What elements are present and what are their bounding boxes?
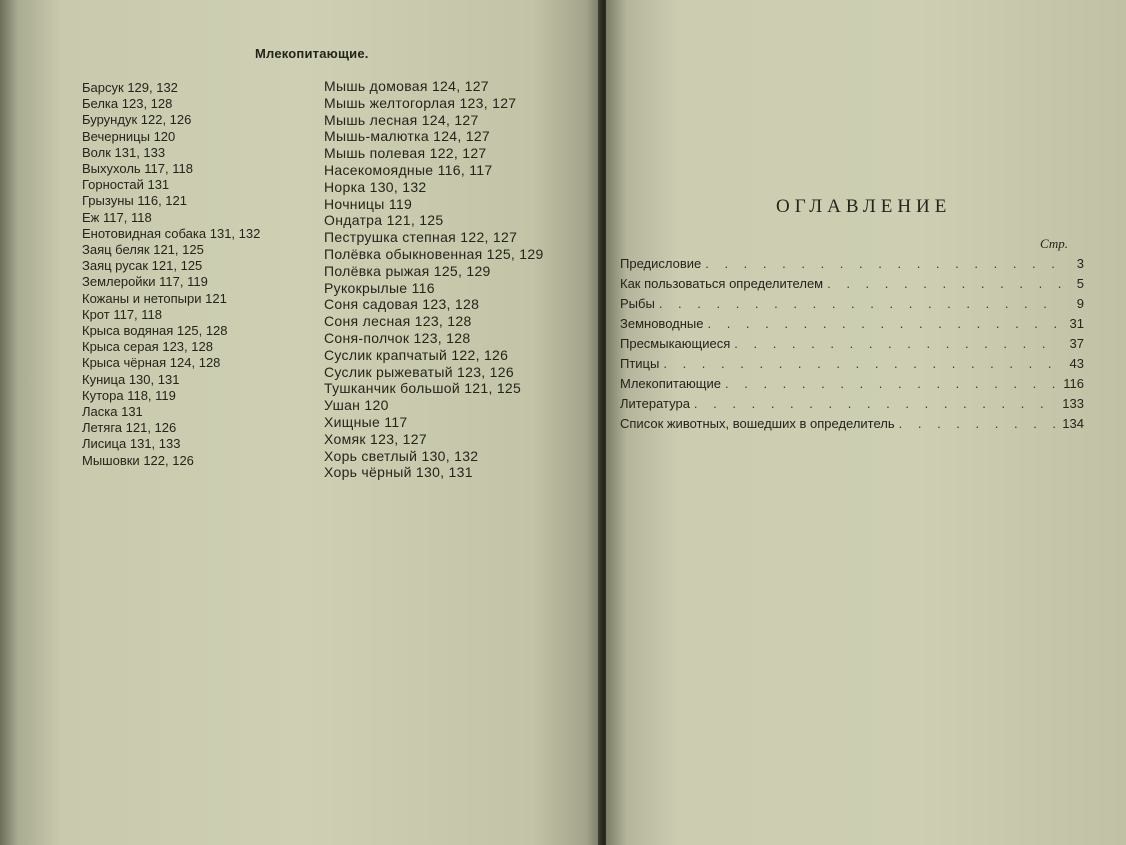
index-entry-name: Крыса серая: [82, 339, 159, 355]
index-entry-name: Кутора: [82, 387, 124, 403]
toc-entry: [620, 274, 1084, 294]
toc-entry: [620, 314, 1084, 334]
index-entry-name: Выхухоль: [82, 161, 141, 177]
index-entry: [324, 448, 544, 465]
index-entry: [82, 372, 260, 388]
index-entry-name: Полёвка обыкновенная: [324, 245, 483, 262]
index-entry-name: Енотовидная собака: [82, 225, 207, 241]
index-entry: [324, 112, 544, 129]
index-entry: [82, 339, 260, 355]
index-column-2: [324, 78, 544, 481]
toc-entry-page: 9: [1076, 296, 1084, 311]
index-entry-pages: 131, 132: [209, 225, 261, 241]
index-entry-pages: 130, 132: [369, 178, 427, 195]
index-entry-pages: 121, 126: [125, 420, 177, 436]
index-entry: [324, 364, 544, 381]
index-entry-pages: 117, 118: [103, 209, 152, 225]
toc-leader-dots: [725, 374, 1059, 394]
index-entry-name: Мышь желтогорлая: [324, 94, 456, 111]
toc-entry-label: Предисловие: [620, 256, 702, 271]
index-entry-name: Насекомоядные: [324, 161, 434, 178]
index-entry-pages: 122, 126: [451, 346, 509, 363]
index-entry: [324, 246, 544, 263]
toc-entry-page: 3: [1076, 256, 1084, 271]
index-entry-pages: 125, 129: [486, 245, 544, 262]
index-entry-name: Норка: [324, 178, 366, 195]
index-entry: [82, 420, 260, 436]
index-entry-pages: 131: [121, 404, 143, 420]
index-entry-pages: 119: [388, 195, 413, 212]
index-entry: [324, 313, 544, 330]
toc-entry-page: 5: [1076, 276, 1084, 291]
index-entry: [82, 274, 260, 290]
toc-entry: [620, 414, 1084, 434]
toc-entry-label: Литература: [620, 396, 690, 411]
toc-leader-dots: [659, 294, 1062, 314]
index-entry-pages: 122, 126: [140, 112, 192, 128]
index-entry-name: Полёвка рыжая: [324, 262, 430, 279]
index-entry: [324, 330, 544, 347]
index-entry-pages: 131, 133: [114, 144, 166, 160]
index-entry: [324, 431, 544, 448]
index-entry-pages: 130, 131: [415, 464, 473, 481]
index-entry: [324, 414, 544, 431]
toc-entry-page: 133: [1062, 396, 1084, 411]
toc-entry-label: Как пользоваться определителем: [620, 276, 824, 291]
index-entry: [82, 323, 260, 339]
index-entry-name: Ушан: [324, 397, 361, 414]
index-entry: [324, 145, 544, 162]
index-entry-name: Мышь полевая: [324, 145, 426, 162]
index-entry: [324, 128, 544, 145]
index-entry-pages: 121, 125: [386, 212, 444, 229]
toc-leader-dots: [663, 354, 1062, 374]
index-column-1: [82, 80, 260, 469]
index-entry-pages: 124, 127: [421, 111, 479, 128]
index-entry-pages: 121, 125: [153, 242, 204, 258]
toc-entry: [620, 254, 1084, 274]
index-entry-name: Грызуны: [82, 193, 134, 209]
toc-entry: [620, 334, 1084, 354]
index-entry: [324, 229, 544, 246]
index-entry-pages: 130, 132: [421, 447, 479, 464]
index-entry: [82, 193, 260, 209]
toc-leader-dots: [694, 394, 1058, 414]
toc-page-column-label: Стр.: [1040, 236, 1068, 251]
index-entry-pages: 120: [364, 397, 389, 414]
toc-entry-label: Птицы: [620, 356, 660, 371]
index-entry-pages: 117: [384, 413, 408, 430]
index-entry: [82, 161, 260, 177]
index-entry: [82, 96, 260, 112]
index-entry: [324, 397, 544, 414]
index-entry-pages: 121, 125: [464, 380, 522, 397]
toc-leader-dots: [827, 274, 1062, 294]
toc-entry-label: Рыбы: [620, 296, 655, 311]
index-entry-name: Хомяк: [324, 430, 366, 447]
index-entry-name: Заяц русак: [82, 258, 149, 274]
index-entry-pages: 124, 127: [431, 78, 489, 94]
index-entry-pages: 123, 128: [422, 296, 480, 313]
index-entry-pages: 123, 126: [457, 363, 514, 380]
index-entry-pages: 116, 117: [437, 161, 493, 178]
toc-entry-page: 116: [1063, 376, 1084, 391]
index-entry-name: Хорь чёрный: [324, 464, 412, 481]
index-entry: [82, 291, 260, 307]
index-entry-name: Барсук: [82, 80, 124, 95]
toc-entry-label: Пресмыкающиеся: [620, 336, 731, 351]
index-entry: [324, 263, 544, 280]
toc-entry-page: 37: [1069, 336, 1084, 351]
index-entry: [82, 177, 260, 193]
index-entry-name: Мышовки: [82, 452, 140, 468]
index-entry: [324, 78, 544, 95]
index-entry-name: Суслик крапчатый: [324, 346, 448, 363]
index-entry-name: Еж: [82, 209, 100, 225]
index-entry: [324, 280, 544, 297]
index-entry: [324, 162, 544, 179]
toc-entry: [620, 374, 1084, 394]
index-entry-name: Ондатра: [324, 212, 383, 229]
toc-entry: [620, 354, 1084, 374]
index-entry-name: Мышь домовая: [324, 78, 428, 94]
index-entry-name: Хорь светлый: [324, 447, 418, 464]
index-entry-name: Землеройки: [82, 274, 156, 290]
index-entry-pages: 125, 128: [176, 323, 228, 339]
toc-leader-dots: [705, 254, 1062, 274]
index-entry-name: Крыса чёрная: [82, 355, 167, 371]
index-entry-pages: 123, 128: [414, 313, 472, 330]
index-entry-pages: 123, 128: [162, 339, 213, 355]
index-entry: [82, 388, 260, 404]
index-heading: Млекопитающие.: [255, 46, 369, 61]
index-entry-name: Соня лесная: [324, 313, 411, 330]
index-entry-name: Лисица: [82, 436, 127, 452]
index-entry-pages: 117, 118: [113, 306, 163, 322]
index-entry-pages: 124, 128: [169, 355, 221, 371]
toc-entry: [620, 394, 1084, 414]
index-entry-name: Мышь-малютка: [324, 128, 429, 145]
index-entry: [82, 226, 260, 242]
index-entry: [324, 380, 544, 397]
index-entry-name: Ночницы: [324, 195, 385, 212]
index-entry: [324, 95, 544, 112]
index-entry-pages: 123, 128: [121, 96, 173, 112]
index-entry-pages: 116: [411, 279, 435, 296]
index-entry-pages: 117, 119: [159, 274, 208, 290]
index-entry-name: Волк: [82, 144, 111, 160]
index-entry-name: Летяга: [82, 420, 123, 436]
toc-leader-dots: [899, 414, 1059, 434]
index-entry: [324, 464, 544, 481]
index-entry-pages: 121: [205, 290, 227, 306]
toc-list: [620, 254, 1084, 434]
index-entry-pages: 116, 121: [137, 193, 187, 209]
index-entry: [82, 80, 260, 96]
toc-entry-page: 134: [1062, 416, 1084, 431]
index-entry-pages: 129, 132: [127, 80, 178, 95]
index-entry-pages: 120: [153, 128, 176, 144]
index-entry-name: Суслик рыжеватый: [324, 363, 453, 380]
index-entry: [324, 212, 544, 229]
index-entry-pages: 125, 129: [433, 262, 491, 279]
index-entry: [324, 196, 544, 213]
index-entry-name: Мышь лесная: [324, 111, 418, 128]
index-entry-name: Ласка: [82, 404, 118, 420]
index-entry-pages: 122, 127: [429, 145, 487, 162]
index-entry: [82, 436, 260, 452]
index-entry: [82, 404, 260, 420]
index-entry: [82, 242, 260, 258]
index-entry-name: Соня садовая: [324, 296, 419, 313]
index-entry-name: Заяц беляк: [82, 242, 150, 258]
toc-entry: [620, 294, 1084, 314]
index-entry-name: Белка: [82, 96, 119, 112]
index-entry-pages: 131: [147, 177, 170, 193]
index-entry-name: Кожаны и нетопыри: [82, 290, 202, 306]
index-entry-name: Бурундук: [82, 112, 138, 128]
index-entry: [324, 179, 544, 196]
toc-leader-dots: [707, 314, 1062, 334]
index-entry-pages: 130, 131: [128, 371, 180, 387]
toc-entry-label: Млекопитающие: [620, 376, 721, 391]
index-entry-pages: 122, 127: [460, 229, 518, 246]
index-entry: [82, 453, 260, 469]
index-entry: [82, 258, 260, 274]
index-entry: [324, 296, 544, 313]
index-entry-name: Крыса водяная: [82, 323, 174, 339]
index-entry: [82, 112, 260, 128]
toc-entry-page: 43: [1069, 356, 1084, 371]
toc-title: ОГЛАВЛЕНИЕ: [776, 196, 952, 217]
index-entry-name: Вечерницы: [82, 128, 150, 144]
index-entry: [82, 307, 260, 323]
index-entry-pages: 131, 133: [129, 436, 181, 452]
toc-entry-page: 31: [1069, 316, 1084, 331]
toc-leader-dots: [734, 334, 1062, 354]
index-entry-name: Соня-полчок: [324, 329, 410, 346]
index-entry: [82, 355, 260, 371]
index-entry-pages: 123, 128: [413, 329, 471, 346]
index-entry-name: Рукокрылые: [324, 279, 408, 296]
index-entry-pages: 117, 118: [144, 161, 193, 177]
index-entry-name: Куница: [82, 371, 126, 387]
index-entry-pages: 118, 119: [127, 387, 176, 403]
index-entry-pages: 122, 126: [143, 452, 194, 468]
toc-entry-label: Земноводные: [620, 316, 704, 331]
index-entry: [82, 145, 260, 161]
index-entry-name: Тушканчик большой: [324, 380, 460, 397]
index-entry-name: Пеструшка степная: [324, 229, 457, 246]
index-entry-pages: 123, 127: [370, 430, 427, 447]
index-entry-pages: 123, 127: [459, 94, 517, 111]
index-entry-pages: 121, 125: [151, 258, 203, 274]
index-entry: [82, 210, 260, 226]
index-entry-pages: 124, 127: [433, 128, 491, 145]
index-entry: [324, 347, 544, 364]
index-entry-name: Горностай: [82, 177, 144, 193]
toc-entry-label: Список животных, вошедших в определитель: [620, 416, 895, 431]
index-entry-name: Крот: [82, 306, 110, 322]
index-entry-name: Хищные: [324, 413, 381, 430]
index-entry: [82, 129, 260, 145]
